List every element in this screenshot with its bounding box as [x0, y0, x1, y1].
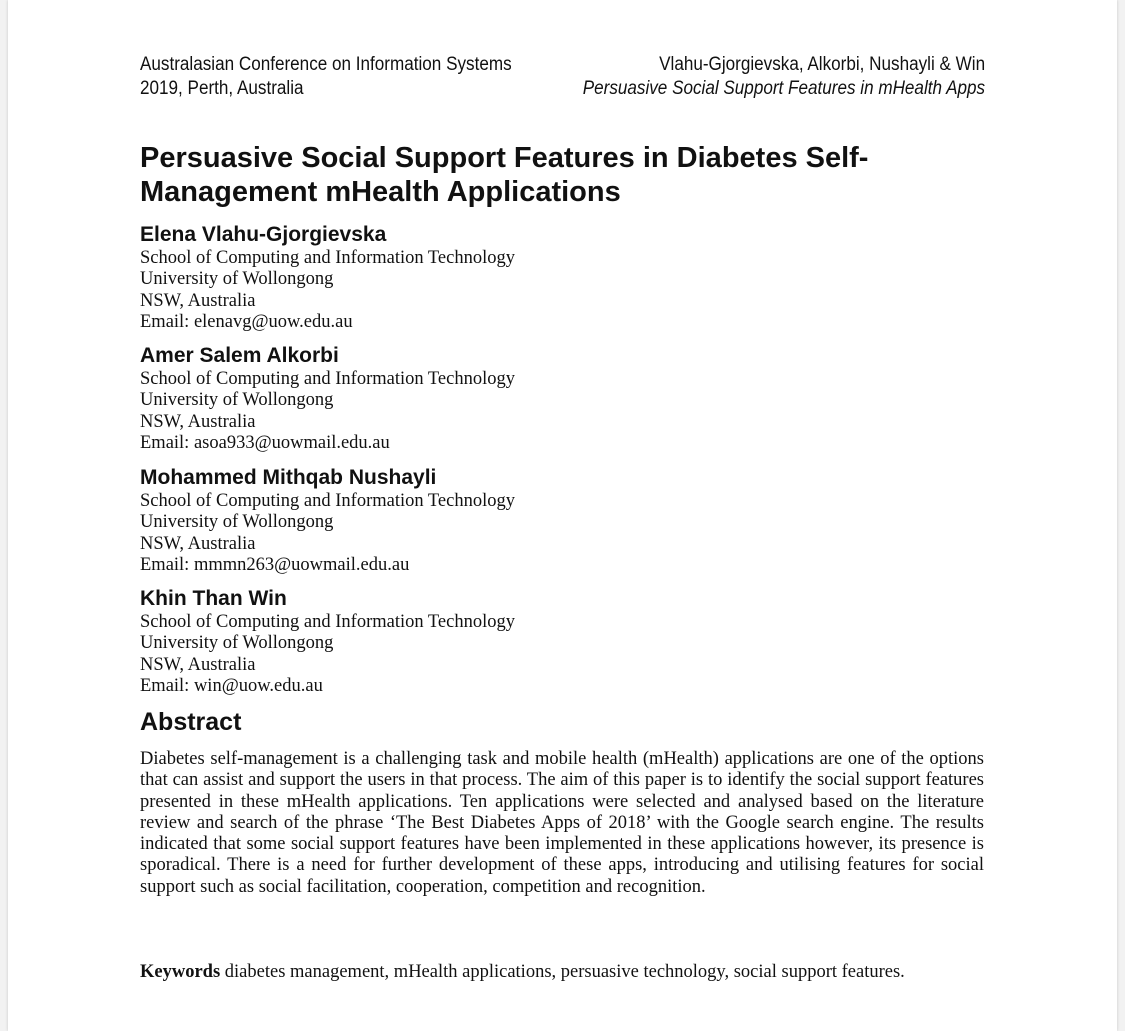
author-university: University of Wollongong [140, 390, 334, 411]
abstract-heading: Abstract [140, 708, 242, 736]
author-location: NSW, Australia [140, 290, 256, 311]
author-name: Khin Than Win [140, 587, 287, 610]
running-title: Persuasive Social Support Features in mHealth Apps [582, 78, 986, 99]
keywords-text: diabetes management, mHealth applications, persuasive technology, social support features. [224, 962, 905, 982]
author-school: School of Computing and Information Technology [140, 248, 515, 268]
author-block [140, 587, 840, 697]
conference-info [140, 53, 512, 101]
author-location: NSW, Australia [140, 654, 256, 675]
paper-title: Persuasive Social Support Features in Diabetes Self-Management mHealth Applications [140, 142, 869, 208]
keywords [140, 962, 984, 983]
author-block [140, 223, 840, 333]
author-school: School of Computing and Information Technology [140, 491, 515, 511]
author-name: Amer Salem Alkorbi [140, 344, 339, 367]
running-author-title [583, 53, 985, 101]
keywords-label: Keywords [140, 962, 221, 982]
author-email: Email: mmmn263@uowmail.edu.au [140, 554, 410, 575]
author-email: Email: elenavg@uow.edu.au [140, 311, 353, 332]
author-email: Email: asoa933@uowmail.edu.au [140, 432, 390, 453]
author-name: Elena Vlahu-Gjorgievska [140, 223, 387, 246]
author-location: NSW, Australia [140, 411, 256, 432]
author-name: Mohammed Mithqab Nushayli [140, 466, 437, 489]
conference-name: Australasian Conference on Information Systems [140, 54, 512, 75]
running-authors: Vlahu-Gjorgievska, Alkorbi, Nushayli & Win [659, 54, 986, 75]
author-email: Email: win@uow.edu.au [140, 675, 323, 696]
paper-page [8, 0, 1117, 1031]
author-university: University of Wollongong [140, 512, 334, 533]
author-university: University of Wollongong [140, 269, 334, 290]
conference-year-location: 2019, Perth, Australia [140, 78, 304, 99]
author-location: NSW, Australia [140, 533, 256, 554]
author-school: School of Computing and Information Technology [140, 612, 515, 632]
abstract-body: Diabetes self-management is a challenging task and mobile health (mHealth) applications are one of the options that can assist and support the users in that process. The aim of this paper is to identify the social support features presented in these mHealth applications. Ten applications were selected and analysed based on the literature review and search of the phrase ‘The Best Diabetes Apps of 2018’ with the Google search engine. The results indicated that some social support features have been implemented in these applications however, its presence is sporadical. There is a need for further development of these apps, introducing and utilising features for social support such as social facilitation, cooperation, competition and recognition. [140, 749, 984, 897]
author-block [140, 344, 840, 454]
author-university: University of Wollongong [140, 633, 334, 654]
author-school: School of Computing and Information Technology [140, 369, 515, 389]
author-block [140, 466, 840, 576]
